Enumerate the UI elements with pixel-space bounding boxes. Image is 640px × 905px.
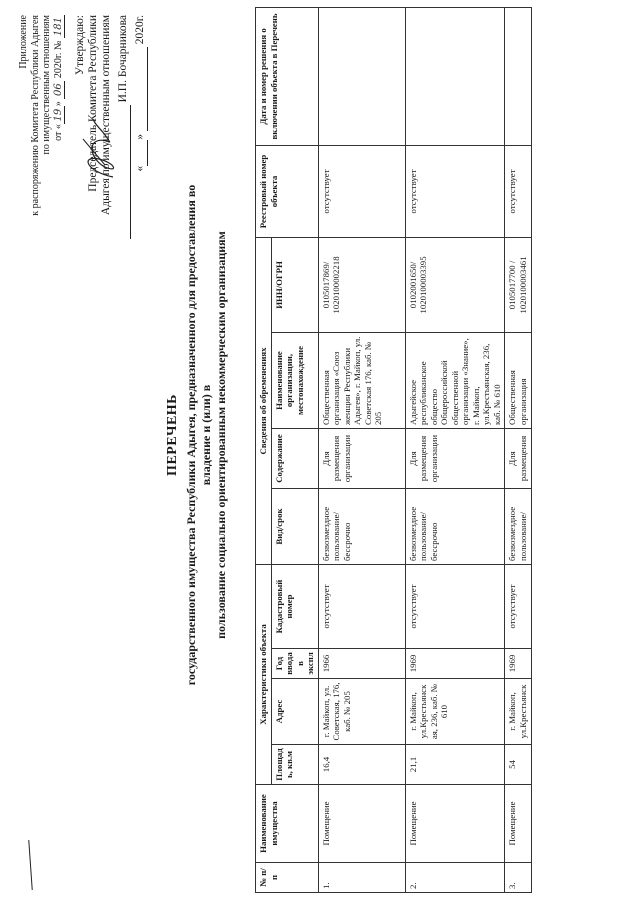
header-registry-number: Реестровый номер объекта [256, 145, 319, 237]
signatory-name: И.П. Бочарникова [117, 15, 129, 103]
order-month: 06 [53, 81, 66, 99]
approval-date-line: « » 2020г. [134, 15, 146, 172]
approve-label: Утверждаю: [74, 15, 86, 76]
header-term: Вид/срок [271, 489, 318, 565]
header-cadastral: Кадастровый номер [271, 565, 318, 649]
header-encumbrance: Сведения об обременениях [256, 237, 272, 564]
header-area: Площад ь, кв.м [271, 745, 318, 785]
appendix-label: Приложение [18, 15, 29, 69]
header-characteristics: Характеристики объекта [256, 565, 272, 785]
table-row: 2. Помещение 21,1 г. Майкоп, ул.Крестьянск ая, 236, каб. № 610 1969 отсутствует безвозмездное пользование/ бессрочно Для размещения организации Адыгейское республиканское общество Общероссийской общественной организации «Знание», г. Майкоп, ул.Крестьянская, 236, каб. № 610 0102001650/ 1020100003395 отсутствует [405, 7, 505, 892]
header-address: Адрес [271, 679, 318, 745]
committee-name: по имущественным отношениям [41, 15, 52, 155]
chair-title-line2: Адыгея по имущественным отношениям [100, 15, 112, 216]
document-subtitle: государственного имущества Республики Адыгея, предназначенного для предоставления во владение и (или) в пользование социально ориентированным некоммерческим организациям [184, 184, 228, 686]
header-name: Наименование имущества [256, 785, 319, 863]
order-day: 19 [53, 106, 66, 124]
order-number: 181 [52, 17, 64, 37]
header-decision: Дата и номер решения о включении объекта в Перечень [256, 7, 319, 145]
property-list-table [255, 7, 532, 893]
header-num: № п/ п [256, 863, 319, 893]
document-title: ПЕРЕЧЕНЬ [165, 394, 180, 476]
handwritten-signature-icon [75, 115, 125, 185]
document-title-block [165, 170, 229, 700]
table-row: 1. Помещение 16,4 г. Майкоп, ул. Советская, 176, каб. № 205 1966 отсутствует безвозмездное пользование/ бессрочно Для размещения организации Общественная организация «Союз женщин Республики Адыгея», г. Майкоп, ул. Советская 176, каб. № 205 0105017869/ 1020100002218 отсутствует [318, 7, 405, 892]
header-content: Содержание [271, 429, 318, 489]
header-inn-ogrn: ИНН/ОГРН [271, 237, 318, 332]
table-row: 3. Помещение 54 г. Майкоп, ул.Крестьянск 1969 отсутствует безвозмездное пользование/ Для размещения Общественная организация 0105017700 / 1020100003461 отсутствует [505, 7, 532, 892]
chair-title-line1: Председатель Комитета Республики [87, 15, 99, 192]
header-org-name: Наименование организации, местонахождение [271, 333, 318, 429]
table-header-row [256, 7, 272, 892]
order-reference: к распоряжению Комитета Республики Адыгея [29, 15, 41, 216]
header-year: Год ввода в экспл [271, 649, 318, 679]
order-date-line: от «19» 06 2020г. № 181 [52, 17, 64, 141]
